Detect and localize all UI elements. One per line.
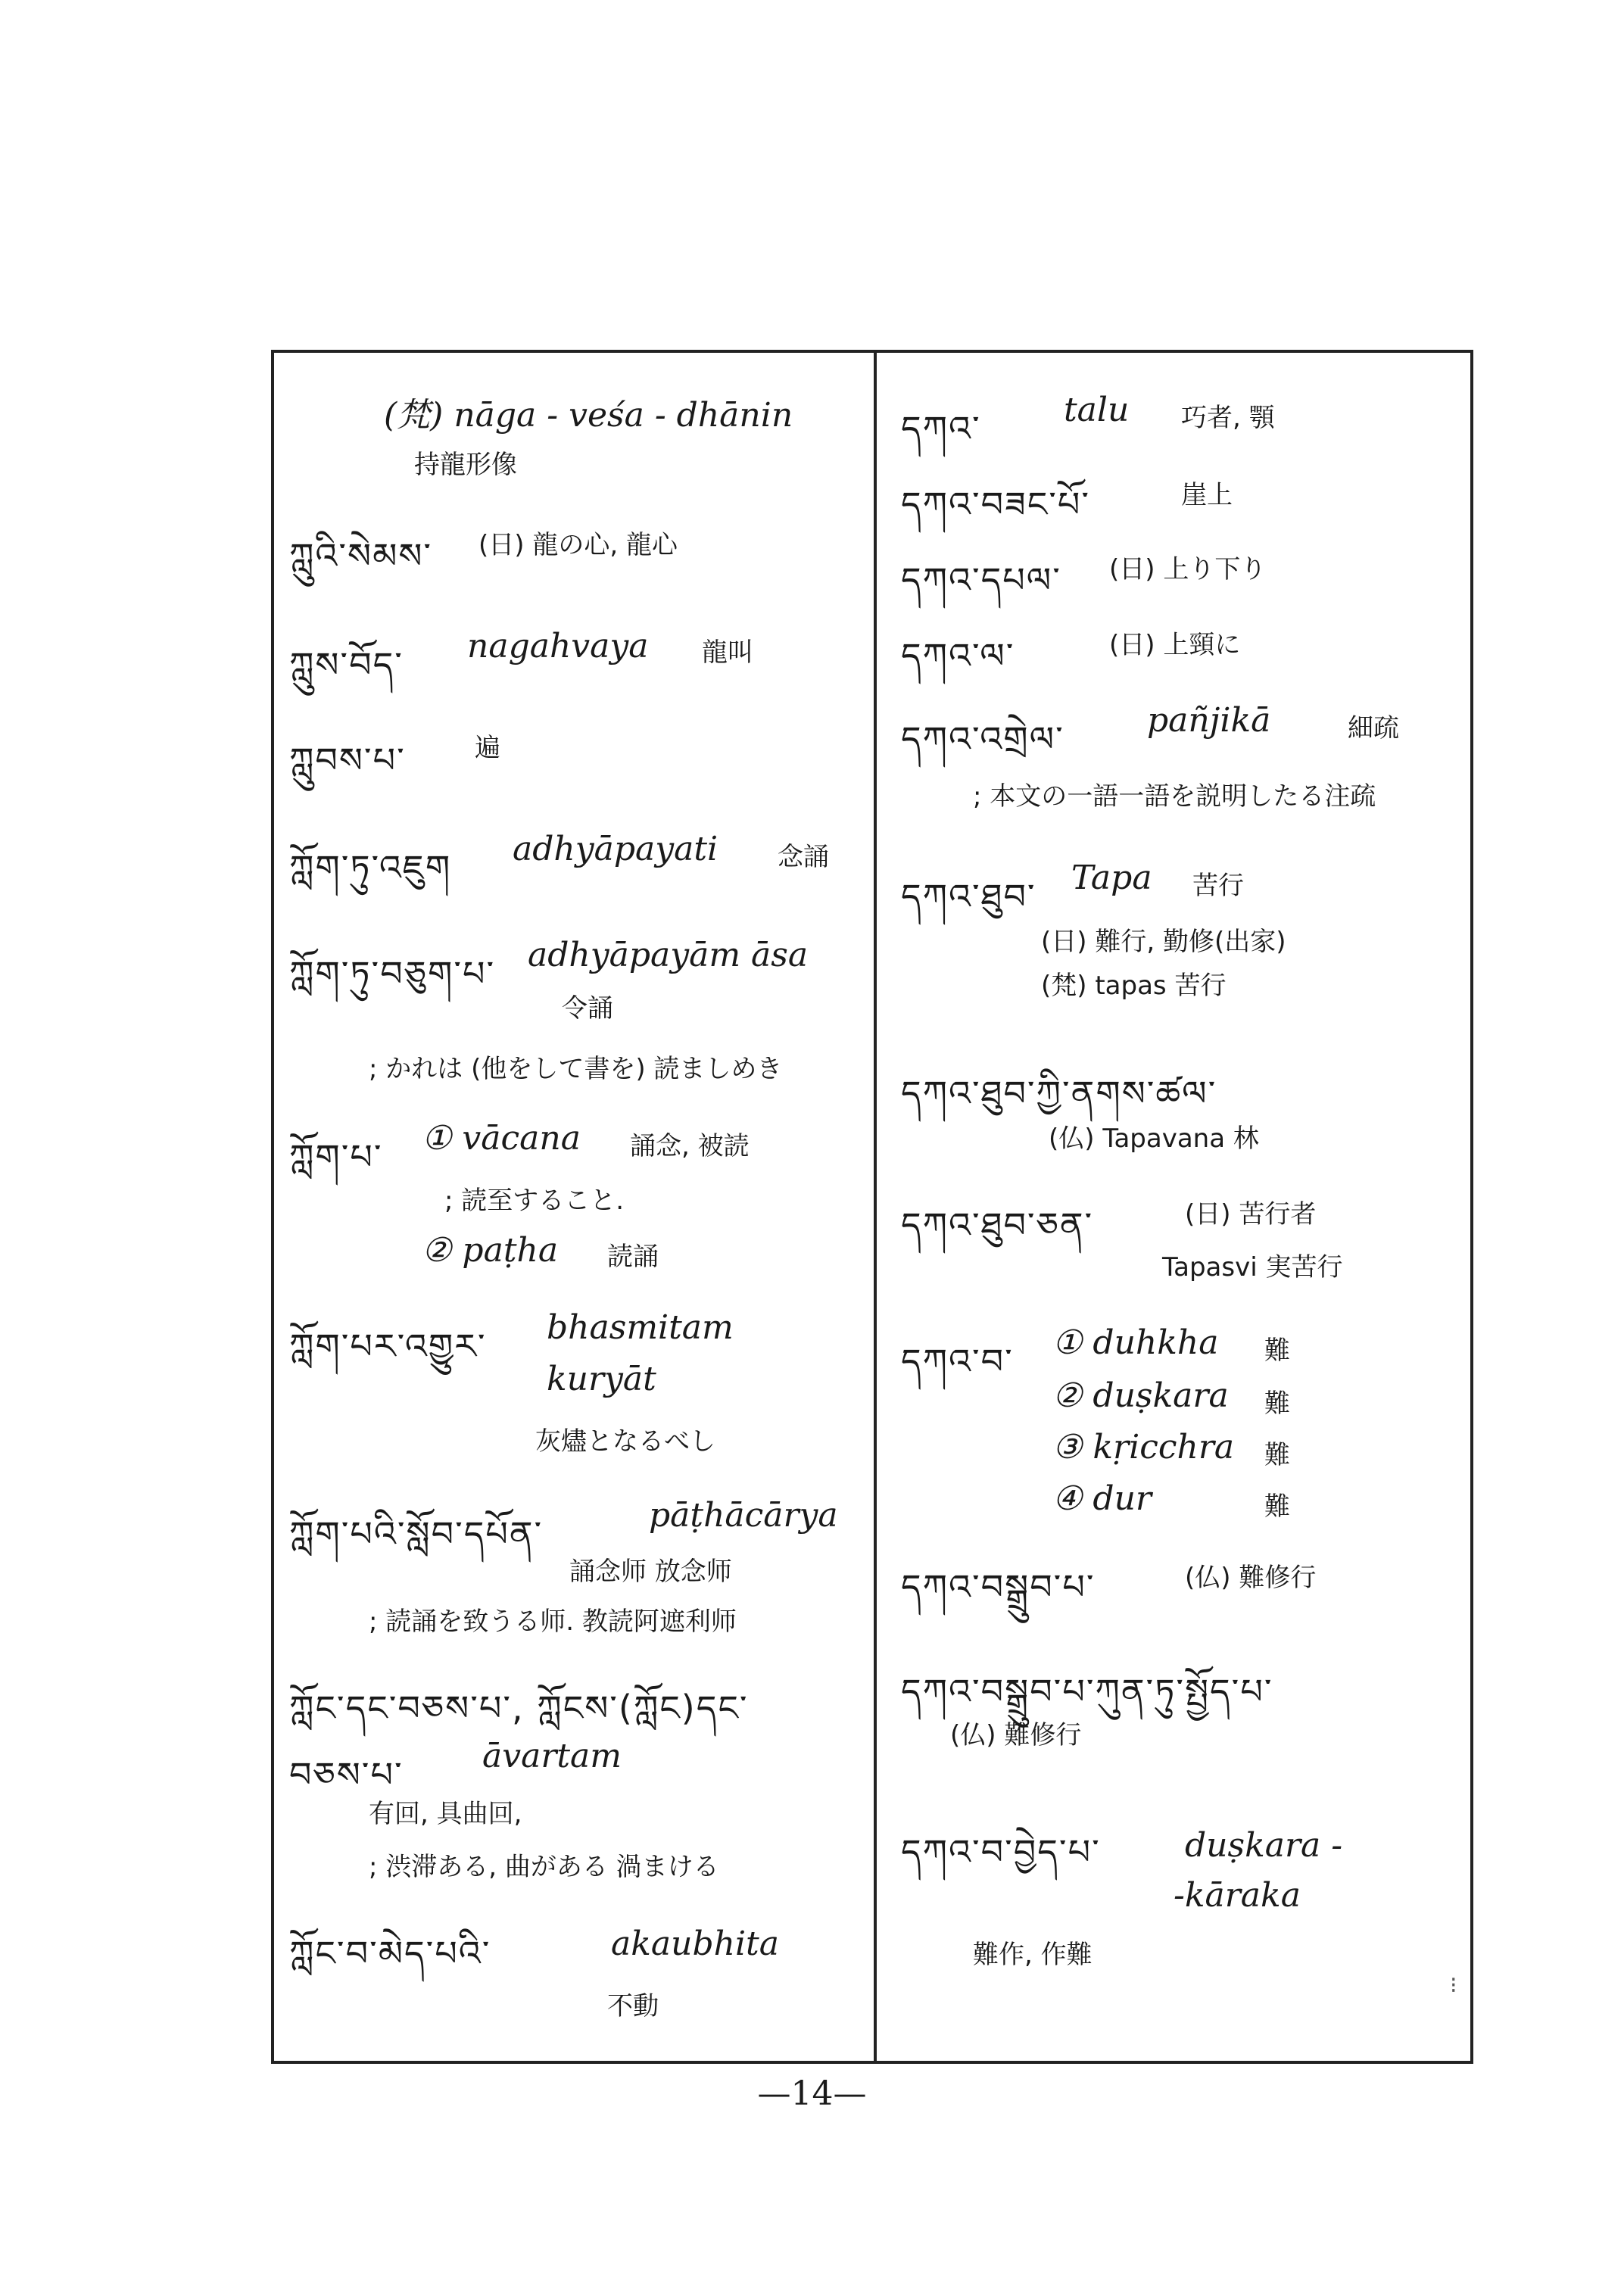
tibetan-headword: ཀློག་པའི་སློབ་དཔོན་: [289, 1513, 544, 1554]
japanese-gloss: (日) 上頸に: [1109, 630, 1241, 660]
sanskrit-sense-4: ④ dur: [1052, 1479, 1152, 1518]
margin-mark: ⁝: [1450, 1972, 1457, 1999]
sanskrit-term: akaubhita: [611, 1925, 779, 1963]
japanese-gloss: 苦行: [1192, 871, 1244, 901]
japanese-gloss: 崖上: [1181, 480, 1233, 510]
sanskrit-term: āvartam: [482, 1737, 622, 1775]
usage-note: ; かれは (他をして書を) 読ましめき: [369, 1054, 783, 1084]
tibetan-headword: ཀློང་བ་མེད་པའི་: [289, 1933, 491, 1974]
tibetan-headword: ཀློག་ཏུ་འཇུག: [289, 847, 452, 888]
sanskrit-sense-1: ① vācana: [422, 1119, 581, 1158]
tibetan-headword: ཀློག་ཏུ་བཅུག་པ་: [289, 953, 496, 994]
right-column: [878, 353, 1470, 2061]
sanskrit-term: pañjikā: [1147, 701, 1271, 740]
sanskrit-term: (梵) nāga - veśa - dhānin: [384, 396, 793, 435]
page-number: —14—: [757, 2074, 867, 2113]
usage-note: ; 本文の一語一語を説明したる注疏: [973, 781, 1376, 812]
japanese-gloss: (仏) 難修行: [950, 1720, 1082, 1750]
sanskrit-sense-2: ② paṭha: [422, 1231, 559, 1270]
japanese-gloss: (日) 龍の心, 龍心: [478, 530, 678, 560]
japanese-gloss: (日) 苦行者: [1185, 1199, 1317, 1230]
japanese-gloss: 遍: [475, 733, 500, 763]
tibetan-headword: དཀའ་ཐུབ་ཀྱི་ནགས་ཚལ་: [901, 1073, 1217, 1114]
tibetan-headword: ཀླུའི་སེམས་: [289, 535, 433, 576]
japanese-gloss: 誦念师 放念师: [569, 1557, 732, 1587]
tibetan-headword: དཀའ་བ་བྱེད་པ་: [901, 1831, 1101, 1872]
japanese-gloss: 灰燼となるべし: [535, 1426, 715, 1457]
japanese-gloss-2: 難: [1264, 1389, 1290, 1419]
sanskrit-term: adhyāpayati: [513, 830, 718, 868]
japanese-gloss: 不動: [607, 1991, 659, 2021]
usage-note: ; 読誦を致うる师. 教読阿遮利师: [369, 1607, 737, 1637]
sanskrit-sense-1: ① duhkha: [1052, 1323, 1219, 1362]
sanskrit-sense-2: ② duṣkara: [1052, 1376, 1229, 1415]
tibetan-headword: དཀའ་བསྒྲུབ་པ་: [901, 1566, 1096, 1607]
tibetan-headword: དཀའ་འགྲེལ་: [901, 718, 1064, 759]
japanese-gloss: (仏) 難修行: [1185, 1563, 1317, 1593]
japanese-gloss: 巧者, 顎: [1181, 403, 1275, 433]
column-divider: [874, 353, 877, 2061]
sanskrit-term: talu: [1064, 391, 1130, 429]
tibetan-headword: དཀའ་བསྒྲུབ་པ་ཀུན་ཏུ་སྤྱོད་པ་: [901, 1671, 1273, 1712]
tibetan-headword: དཀའ་ལ་: [901, 635, 1015, 676]
tibetan-headword: ཀློག་པར་འགྱུར་: [289, 1326, 487, 1367]
sanskrit-sense-3: ③ kṛicchra: [1052, 1428, 1235, 1466]
sanskrit-term: adhyāpayām āsa: [528, 936, 809, 974]
sanskrit-term-continued: kuryāt: [547, 1360, 656, 1398]
tibetan-headword: ཀླུབས་པ་: [289, 740, 406, 781]
tibetan-headword-continued: བཅས་པ་: [289, 1754, 404, 1795]
japanese-gloss: 難作, 作難: [973, 1940, 1093, 1970]
sanskrit-term: nagahvaya: [467, 627, 649, 665]
tibetan-headword: ཀློང་དང་བཅས་པ་, ཀློངས་(ཀློང)དང་: [289, 1688, 749, 1728]
japanese-gloss: 細疏: [1348, 713, 1399, 743]
japanese-gloss: 令誦: [562, 993, 613, 1024]
left-column: [274, 353, 872, 2061]
sense-line-3: (梵) tapas 苦行: [1041, 971, 1227, 1001]
japanese-gloss: 読誦: [607, 1242, 659, 1272]
tibetan-headword: དཀའ་ཐུབ་ཅན་: [901, 1205, 1094, 1245]
sanskrit-term: pāṭhācārya: [649, 1496, 838, 1535]
sense-line-2: (日) 難行, 勤修(出家): [1041, 927, 1286, 957]
japanese-gloss: 有回, 具曲回,: [369, 1799, 522, 1829]
sanskrit-term: Tapa: [1071, 859, 1152, 897]
tibetan-headword: དཀའ་བ་: [901, 1341, 1014, 1382]
tibetan-headword: དཀའ་ཐུབ་: [901, 876, 1036, 917]
sanskrit-term-continued: -kāraka: [1174, 1876, 1301, 1915]
japanese-gloss-1: 難: [1264, 1336, 1290, 1366]
tibetan-headword: དཀའ་: [901, 408, 981, 449]
tibetan-headword: ཀློག་པ་: [289, 1136, 383, 1177]
tibetan-headword: དཀའ་བཟང་པོ་: [901, 484, 1091, 525]
usage-note: ; 渋滞ある, 曲がある 渦まける: [369, 1852, 719, 1882]
sense-line-2: (仏) Tapavana 林: [1049, 1124, 1259, 1154]
tibetan-headword: ཀླུས་བོད་: [289, 644, 404, 685]
japanese-gloss: 誦念, 被読: [630, 1131, 750, 1161]
japanese-gloss: (日) 上り下り: [1109, 554, 1267, 584]
dictionary-page-frame: [271, 350, 1473, 2064]
sense-line-2: Tapasvi 実苦行: [1162, 1252, 1343, 1283]
japanese-gloss: 念誦: [778, 842, 829, 872]
tibetan-headword: དཀའ་དཔལ་: [901, 559, 1061, 600]
japanese-gloss: 龍叫: [702, 637, 753, 668]
japanese-gloss: 持龍形像: [414, 450, 517, 480]
sanskrit-term: bhasmitam: [547, 1308, 734, 1347]
usage-note: ; 読至すること.: [444, 1186, 625, 1216]
japanese-gloss-4: 難: [1264, 1491, 1290, 1522]
japanese-gloss-3: 難: [1264, 1440, 1290, 1470]
sanskrit-term: duṣkara -: [1185, 1826, 1343, 1865]
